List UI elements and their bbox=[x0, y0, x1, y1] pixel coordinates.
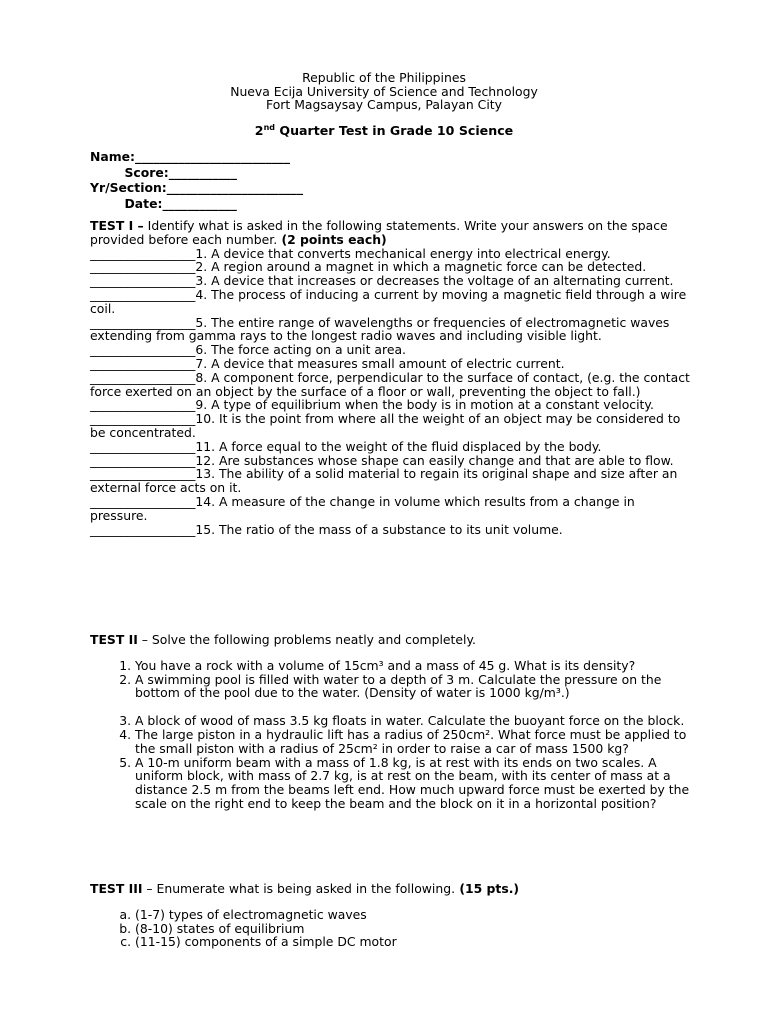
test1-item: _________________11. A force equal to the weight of the fluid displaced by the body. bbox=[90, 438, 602, 454]
page-title bbox=[0, 123, 768, 138]
test1-item: _________________9. A type of equilibrium when the body is in motion at a constant velocity. bbox=[90, 397, 654, 413]
test1-item: _________________8. A component force, perpendicular to the surface of contact, (e.g. the contact force exerted on an object by the surface of a floor or wall, preventing the object to fall.) bbox=[90, 369, 690, 399]
test2-problem: 3. A block of wood of mass 3.5 kg floats in water. Calculate the buoyant force on the block. bbox=[135, 714, 690, 728]
test1-item: _________________13. The ability of a solid material to regain its original shape and size after an external force acts on it. bbox=[90, 466, 678, 496]
test1-instructions: Identify what is asked in the following statements. Write your answers on the space provided before each number. bbox=[90, 218, 668, 247]
student-info bbox=[90, 149, 303, 211]
test3-heading: TEST III bbox=[90, 881, 143, 896]
header-university: Nueva Ecija University of Science and Technology bbox=[230, 83, 538, 99]
date-field[interactable]: Date:____________ bbox=[90, 195, 237, 211]
test1-item: _________________5. The entire range of wavelengths or frequencies of electromagnetic waves extending from gamma rays to the longest radio waves and including visible light. bbox=[90, 314, 670, 344]
test1-intro bbox=[90, 219, 690, 247]
test2-problem-list bbox=[90, 659, 690, 811]
score-field[interactable]: Score:___________ bbox=[90, 164, 237, 180]
title-sup: nd bbox=[263, 123, 275, 132]
header-country: Republic of the Philippines bbox=[302, 70, 466, 85]
test1-item: _________________14. A measure of the change in volume which results from a change in pressure. bbox=[90, 493, 635, 523]
test1-item: _________________15. The ratio of the mass of a substance to its unit volume. bbox=[90, 521, 563, 537]
test1-heading: TEST I – bbox=[90, 218, 144, 233]
title-prefix: 2 bbox=[254, 123, 264, 139]
test1-item: _________________7. A device that measures small amount of electric current. bbox=[90, 355, 565, 371]
test1-item: _________________10. It is the point from where all the weight of an object may be considered to be concentrated. bbox=[90, 411, 681, 440]
test3-intro bbox=[90, 882, 690, 896]
test2-instructions: – Solve the following problems neatly and completely. bbox=[137, 632, 476, 647]
school-header bbox=[0, 71, 768, 112]
test2-intro bbox=[90, 633, 690, 647]
test3-instructions: – Enumerate what is being asked in the following. bbox=[142, 881, 456, 896]
section-field[interactable]: Yr/Section:______________________ bbox=[90, 180, 304, 195]
test3-points: (15 pts.) bbox=[455, 881, 520, 896]
title-suffix: Quarter Test in Grade 10 Science bbox=[274, 123, 514, 139]
test2-section bbox=[90, 633, 690, 811]
test1-item: _________________4. The process of inducing a current by moving a magnetic field through a wire coil. bbox=[90, 286, 687, 316]
test1-item: _________________1. A device that converts mechanical energy into electrical energy. bbox=[90, 245, 611, 261]
test2-problem: 5. A 10-m uniform beam with a mass of 1.8 kg, is at rest with its ends on two scales. A uniform block, with mass of 2.7 kg, is at rest on the beam, with its center of mass at a distance 2.5 m from the beams left end. How much upward force must be exerted by the scale on the right end to keep the beam and the block on it in a horizontal position? bbox=[135, 756, 690, 811]
test2-problem: 1. You have a rock with a volume of 15cm³ and a mass of 45 g. What is its density? bbox=[135, 659, 690, 673]
test3-item: a. (1-7) types of electromagnetic waves bbox=[135, 908, 690, 922]
name-field[interactable]: Name:_________________________ bbox=[90, 149, 290, 164]
test1-item: _________________6. The force acting on a unit area. bbox=[90, 342, 406, 358]
test2-problem: 2. A swimming pool is filled with water to a depth of 3 m. Calculate the pressure on the bottom of the pool due to the water. (Density of water is 1000 kg/m³.) bbox=[135, 673, 690, 701]
test3-section bbox=[90, 882, 690, 949]
test1-points: (2 points each) bbox=[277, 231, 387, 247]
header-campus: Fort Magsaysay Campus, Palayan City bbox=[266, 97, 502, 112]
test1-item: _________________2. A region around a magnet in which a magnetic force can be detected. bbox=[90, 259, 647, 275]
test2-heading: TEST II bbox=[90, 632, 138, 647]
test1-item: _________________12. Are substances whose shape can easily change and that are able to flow. bbox=[90, 452, 674, 468]
test3-item: b. (8-10) states of equilibrium bbox=[135, 922, 690, 936]
test1-item: _________________3. A device that increases or decreases the voltage of an alternating current. bbox=[90, 273, 674, 289]
test3-list bbox=[90, 908, 690, 949]
test2-problem: 4. The large piston in a hydraulic lift has a radius of 250cm². What force must be applied to the small piston with a radius of 25cm² in order to raise a car of mass 1500 kg? bbox=[135, 728, 690, 756]
test1-section bbox=[90, 219, 690, 536]
test3-item: c. (11-15) components of a simple DC motor bbox=[135, 935, 690, 949]
